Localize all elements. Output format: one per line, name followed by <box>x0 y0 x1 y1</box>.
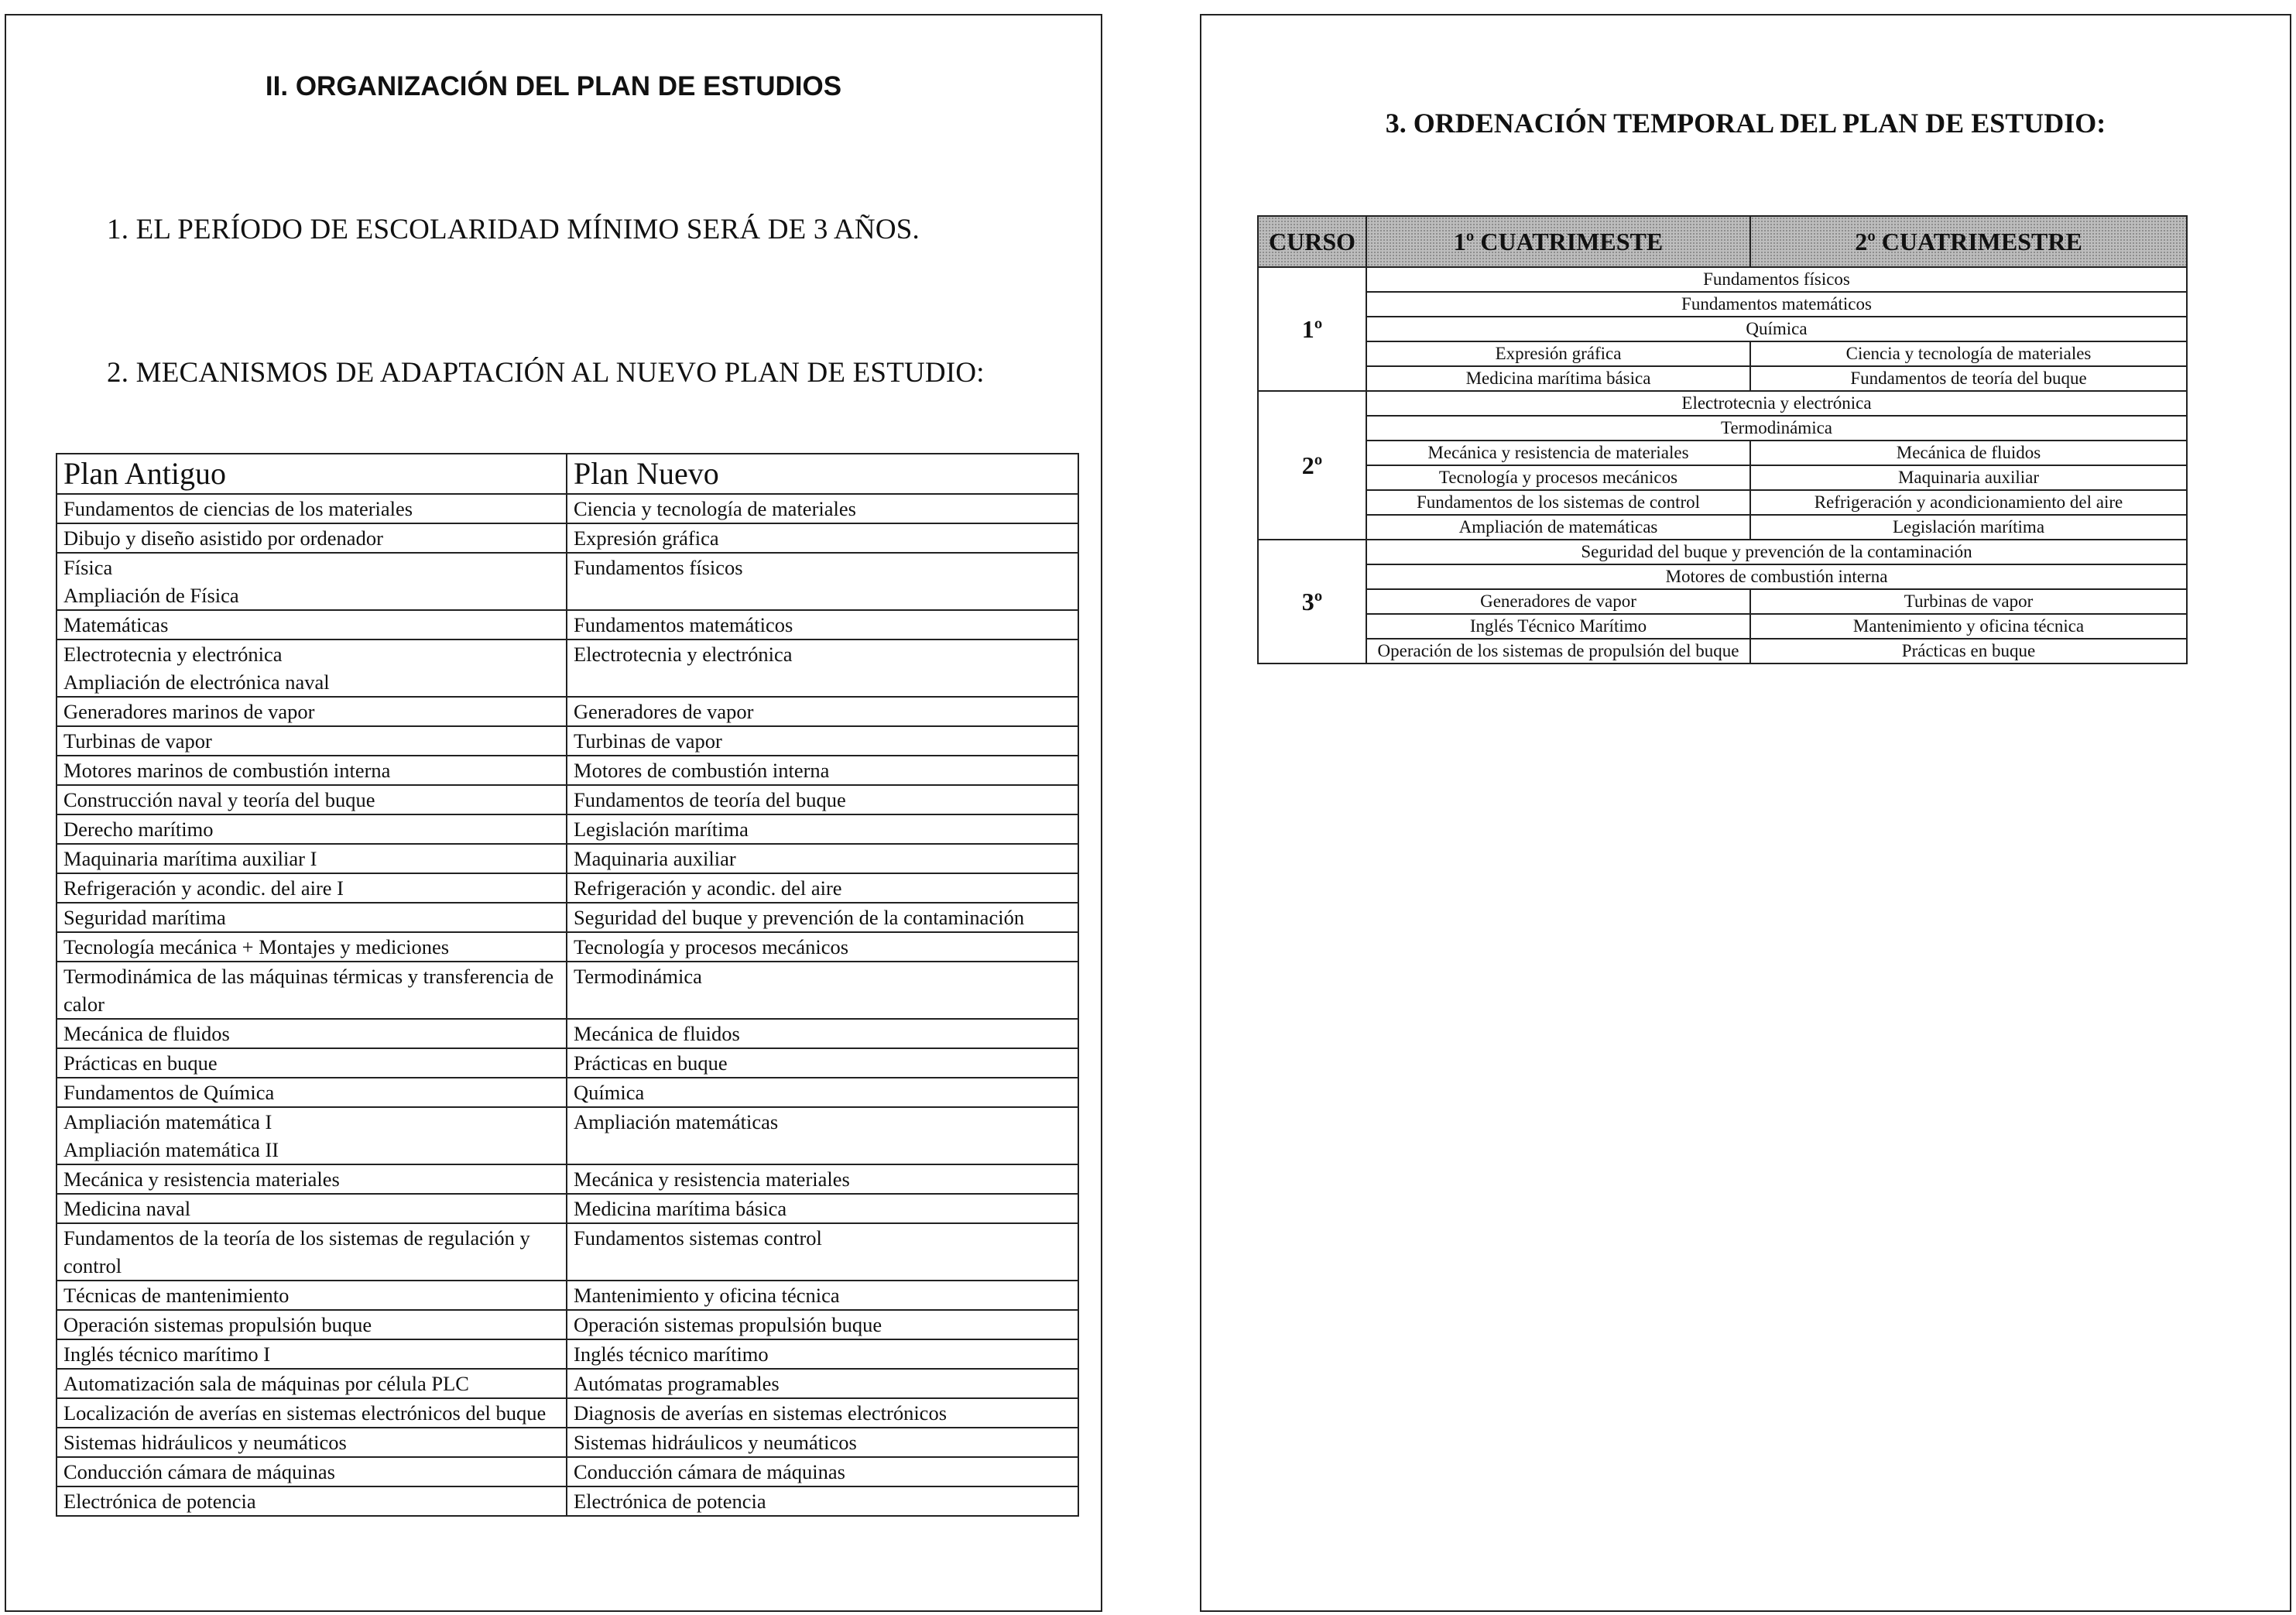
table-row <box>57 1078 1078 1107</box>
plan-nuevo-cell: Diagnosis de averías en sistemas electrónicos <box>567 1398 1078 1428</box>
header-plan-nuevo: Plan Nuevo <box>567 454 1078 494</box>
table-header-row <box>57 454 1078 494</box>
plan-nuevo-cell: Química <box>567 1078 1078 1107</box>
cuatrimestre-1-subject-cell: Generadores de vapor <box>1366 589 1750 614</box>
plan-nuevo-cell: Turbinas de vapor <box>567 726 1078 756</box>
annual-subject-cell: Fundamentos físicos <box>1366 267 2187 292</box>
plan-antiguo-cell: Termodinámica de las máquinas térmicas y transferencia de calor <box>57 962 567 1019</box>
plan-antiguo-cell: Sistemas hidráulicos y neumáticos <box>57 1428 567 1457</box>
table-row <box>57 873 1078 903</box>
plan-nuevo-cell: Electrónica de potencia <box>567 1486 1078 1516</box>
plan-antiguo-cell: Fundamentos de Química <box>57 1078 567 1107</box>
schedule-row <box>1258 515 2187 540</box>
plan-nuevo-cell: Expresión gráfica <box>567 523 1078 553</box>
plan-antiguo-cell: Seguridad marítima <box>57 903 567 932</box>
plan-nuevo-cell: Fundamentos matemáticos <box>567 610 1078 639</box>
plan-nuevo-cell: Refrigeración y acondic. del aire <box>567 873 1078 903</box>
table-row <box>57 726 1078 756</box>
schedule-row <box>1258 490 2187 515</box>
annual-subject-cell: Química <box>1366 317 2187 341</box>
table-row <box>57 1164 1078 1194</box>
plan-antiguo-cell: Fundamentos de la teoría de los sistemas de regulación y control <box>57 1223 567 1281</box>
table-row <box>57 610 1078 639</box>
plan-antiguo-cell: Conducción cámara de máquinas <box>57 1457 567 1486</box>
plan-antiguo-cell: Operación sistemas propulsión buque <box>57 1310 567 1339</box>
plan-nuevo-cell: Tecnología y procesos mecánicos <box>567 932 1078 962</box>
plan-nuevo-cell: Fundamentos físicos <box>567 553 1078 610</box>
schedule-row <box>1258 366 2187 391</box>
cuatrimestre-1-subject-cell: Ampliación de matemáticas <box>1366 515 1750 540</box>
table-row <box>57 962 1078 1019</box>
adaptation-table <box>56 453 1079 1517</box>
plan-nuevo-cell: Operación sistemas propulsión buque <box>567 1310 1078 1339</box>
plan-antiguo-cell: Mecánica de fluidos <box>57 1019 567 1048</box>
table-row <box>57 1048 1078 1078</box>
item-2-heading: 2. MECANISMOS DE ADAPTACIÓN AL NUEVO PLAN DE ESTUDIO: <box>107 357 985 389</box>
plan-antiguo-cell: Prácticas en buque <box>57 1048 567 1078</box>
table-row <box>57 1486 1078 1516</box>
plan-nuevo-cell: Maquinaria auxiliar <box>567 844 1078 873</box>
plan-antiguo-cell: Maquinaria marítima auxiliar I <box>57 844 567 873</box>
plan-antiguo-cell: Electrotecnia y electrónica Ampliación de electrónica naval <box>57 639 567 697</box>
header-curso: CURSO <box>1258 216 1366 267</box>
table-row <box>57 697 1078 726</box>
annual-subject-cell: Seguridad del buque y prevención de la contaminación <box>1366 540 2187 564</box>
plan-antiguo-cell: Automatización sala de máquinas por célula PLC <box>57 1369 567 1398</box>
table-row <box>57 553 1078 610</box>
cuatrimestre-1-subject-cell: Tecnología y procesos mecánicos <box>1366 465 1750 490</box>
ordenacion-title: 3. ORDENACIÓN TEMPORAL DEL PLAN DE ESTUDIO: <box>1385 108 2106 139</box>
annual-subject-cell: Motores de combustión interna <box>1366 564 2187 589</box>
table-row <box>57 1019 1078 1048</box>
plan-nuevo-cell: Electrotecnia y electrónica <box>567 639 1078 697</box>
cuatrimestre-2-subject-cell: Legislación marítima <box>1750 515 2187 540</box>
curso-label: 1º <box>1258 267 1366 391</box>
table-row <box>57 756 1078 785</box>
plan-nuevo-cell: Ampliación matemáticas <box>567 1107 1078 1164</box>
schedule-row <box>1258 267 2187 292</box>
plan-antiguo-cell: Turbinas de vapor <box>57 726 567 756</box>
plan-antiguo-cell: Fundamentos de ciencias de los materiales <box>57 494 567 523</box>
annual-subject-cell: Fundamentos matemáticos <box>1366 292 2187 317</box>
plan-antiguo-cell: Localización de averías en sistemas electrónicos del buque <box>57 1398 567 1428</box>
plan-antiguo-cell: Matemáticas <box>57 610 567 639</box>
cuatrimestre-2-subject-cell: Fundamentos de teoría del buque <box>1750 366 2187 391</box>
table-row <box>57 523 1078 553</box>
schedule-row <box>1258 589 2187 614</box>
plan-antiguo-cell: Refrigeración y acondic. del aire I <box>57 873 567 903</box>
table-row <box>57 1339 1078 1369</box>
plan-antiguo-cell: Ampliación matemática I Ampliación matemática II <box>57 1107 567 1164</box>
cuatrimestre-2-subject-cell: Maquinaria auxiliar <box>1750 465 2187 490</box>
table-row <box>57 1428 1078 1457</box>
plan-nuevo-cell: Fundamentos sistemas control <box>567 1223 1078 1281</box>
plan-antiguo-cell: Dibujo y diseño asistido por ordenador <box>57 523 567 553</box>
header-cuatrimestre-1: 1º CUATRIMESTE <box>1366 216 1750 267</box>
schedule-row <box>1258 614 2187 639</box>
cuatrimestre-2-subject-cell: Prácticas en buque <box>1750 639 2187 663</box>
table-row <box>57 1194 1078 1223</box>
header-cuatrimestre-2: 2º CUATRIMESTRE <box>1750 216 2187 267</box>
schedule-row <box>1258 416 2187 441</box>
table-row <box>57 1369 1078 1398</box>
plan-antiguo-cell: Motores marinos de combustión interna <box>57 756 567 785</box>
schedule-row <box>1258 441 2187 465</box>
cuatrimestre-2-subject-cell: Turbinas de vapor <box>1750 589 2187 614</box>
schedule-row <box>1258 564 2187 589</box>
plan-nuevo-cell: Mecánica y resistencia materiales <box>567 1164 1078 1194</box>
plan-antiguo-cell: Técnicas de mantenimiento <box>57 1281 567 1310</box>
plan-antiguo-cell: Inglés técnico marítimo I <box>57 1339 567 1369</box>
plan-antiguo-cell: Mecánica y resistencia materiales <box>57 1164 567 1194</box>
plan-nuevo-cell: Mecánica de fluidos <box>567 1019 1078 1048</box>
plan-nuevo-cell: Termodinámica <box>567 962 1078 1019</box>
plan-nuevo-cell: Fundamentos de teoría del buque <box>567 785 1078 814</box>
schedule-row <box>1258 391 2187 416</box>
table-row <box>57 1398 1078 1428</box>
cuatrimestre-2-subject-cell: Refrigeración y acondicionamiento del aire <box>1750 490 2187 515</box>
plan-nuevo-cell: Motores de combustión interna <box>567 756 1078 785</box>
table-row <box>57 494 1078 523</box>
table-row <box>57 1281 1078 1310</box>
plan-antiguo-cell: Tecnología mecánica + Montajes y mediciones <box>57 932 567 962</box>
cuatrimestre-2-subject-cell: Ciencia y tecnología de materiales <box>1750 341 2187 366</box>
plan-antiguo-cell: Electrónica de potencia <box>57 1486 567 1516</box>
plan-nuevo-cell: Generadores de vapor <box>567 697 1078 726</box>
plan-antiguo-cell: Derecho marítimo <box>57 814 567 844</box>
item-1-heading: 1. EL PERÍODO DE ESCOLARIDAD MÍNIMO SERÁ DE 3 AÑOS. <box>107 214 920 245</box>
schedule-row <box>1258 317 2187 341</box>
header-plan-antiguo: Plan Antiguo <box>57 454 567 494</box>
table-row <box>57 1310 1078 1339</box>
plan-nuevo-cell: Legislación marítima <box>567 814 1078 844</box>
plan-antiguo-cell: Medicina naval <box>57 1194 567 1223</box>
cuatrimestre-2-subject-cell: Mecánica de fluidos <box>1750 441 2187 465</box>
page-left <box>5 14 1102 1612</box>
table-row <box>57 844 1078 873</box>
schedule-row <box>1258 540 2187 564</box>
table-row <box>57 1223 1078 1281</box>
schedule-row <box>1258 341 2187 366</box>
plan-nuevo-cell: Ciencia y tecnología de materiales <box>567 494 1078 523</box>
plan-nuevo-cell: Sistemas hidráulicos y neumáticos <box>567 1428 1078 1457</box>
plan-nuevo-cell: Conducción cámara de máquinas <box>567 1457 1078 1486</box>
plan-nuevo-cell: Mantenimiento y oficina técnica <box>567 1281 1078 1310</box>
table-row <box>57 814 1078 844</box>
cuatrimestre-1-subject-cell: Mecánica y resistencia de materiales <box>1366 441 1750 465</box>
table-row <box>57 903 1078 932</box>
cuatrimestre-1-subject-cell: Expresión gráfica <box>1366 341 1750 366</box>
schedule-row <box>1258 639 2187 663</box>
plan-nuevo-cell: Inglés técnico marítimo <box>567 1339 1078 1369</box>
table-row <box>57 785 1078 814</box>
page-right <box>1200 14 2291 1612</box>
annual-subject-cell: Electrotecnia y electrónica <box>1366 391 2187 416</box>
cuatrimestre-2-subject-cell: Mantenimiento y oficina técnica <box>1750 614 2187 639</box>
table-row <box>57 1107 1078 1164</box>
curso-label: 3º <box>1258 540 1366 663</box>
cuatrimestre-1-subject-cell: Inglés Técnico Marítimo <box>1366 614 1750 639</box>
plan-antiguo-cell: Construcción naval y teoría del buque <box>57 785 567 814</box>
schedule-table <box>1257 215 2188 664</box>
cuatrimestre-1-subject-cell: Fundamentos de los sistemas de control <box>1366 490 1750 515</box>
plan-antiguo-cell: Física Ampliación de Física <box>57 553 567 610</box>
plan-nuevo-cell: Autómatas programables <box>567 1369 1078 1398</box>
table-row <box>57 932 1078 962</box>
schedule-row <box>1258 292 2187 317</box>
section-title: II. ORGANIZACIÓN DEL PLAN DE ESTUDIOS <box>265 71 842 101</box>
cuatrimestre-1-subject-cell: Medicina marítima básica <box>1366 366 1750 391</box>
schedule-header-row <box>1258 216 2187 267</box>
cuatrimestre-1-subject-cell: Operación de los sistemas de propulsión del buque <box>1366 639 1750 663</box>
annual-subject-cell: Termodinámica <box>1366 416 2187 441</box>
plan-antiguo-cell: Generadores marinos de vapor <box>57 697 567 726</box>
curso-label: 2º <box>1258 391 1366 540</box>
table-row <box>57 639 1078 697</box>
plan-nuevo-cell: Medicina marítima básica <box>567 1194 1078 1223</box>
schedule-row <box>1258 465 2187 490</box>
table-row <box>57 1457 1078 1486</box>
plan-nuevo-cell: Seguridad del buque y prevención de la contaminación <box>567 903 1078 932</box>
plan-nuevo-cell: Prácticas en buque <box>567 1048 1078 1078</box>
